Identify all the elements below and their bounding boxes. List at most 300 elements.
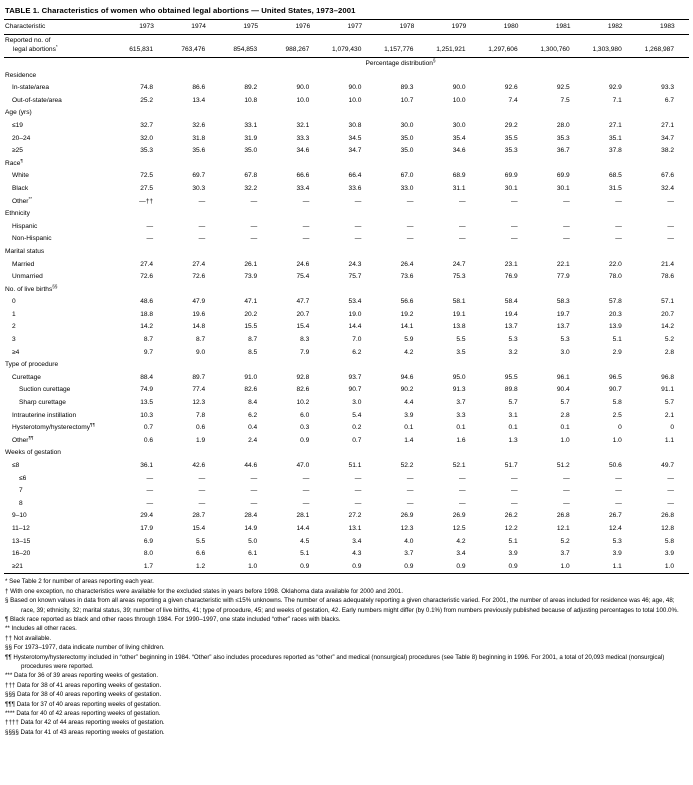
- table-row: [4, 133, 689, 146]
- value-cell: 28.1: [296, 512, 310, 520]
- value-cell: 19.7: [556, 310, 570, 318]
- value-cell: 15.5: [244, 323, 258, 331]
- value-cell: 0.7: [352, 436, 362, 444]
- value-cell: —: [354, 487, 362, 495]
- table-row: [4, 296, 689, 309]
- value-cell: 5.3: [508, 336, 518, 344]
- value-cell: 13.8: [452, 323, 466, 331]
- table-row: [4, 435, 689, 448]
- value-cell: 8.5: [248, 348, 258, 356]
- value-cell: 57.1: [661, 298, 674, 306]
- value-cell: 5.0: [248, 537, 258, 545]
- value-cell: —: [302, 222, 310, 230]
- value-cell: 5.1: [508, 537, 518, 545]
- row-label: Hispanic: [12, 222, 38, 230]
- row-label: White: [12, 172, 29, 180]
- percentage-distribution-row: [4, 57, 689, 70]
- value-cell: 76.9: [504, 273, 518, 281]
- footnote-marker: ††: [5, 634, 12, 642]
- value-cell: 66.6: [296, 172, 310, 180]
- value-cell: 1.0: [560, 436, 570, 444]
- value-cell: 8.7: [195, 336, 206, 344]
- footnote: * See Table 2 for number of areas reporting each year.: [5, 578, 154, 586]
- value-cell: 12.3: [192, 399, 206, 407]
- value-cell: 35.5: [504, 134, 518, 142]
- value-cell: 90.4: [556, 386, 570, 394]
- value-cell: 0.1: [404, 424, 414, 432]
- value-cell: 2.8: [560, 411, 570, 419]
- value-cell: 67.8: [244, 172, 258, 180]
- value-cell: 95.0: [452, 373, 466, 381]
- value-cell: 75.4: [296, 273, 310, 281]
- year-column-header: 1980: [481, 20, 533, 35]
- section-header-row: [4, 246, 689, 259]
- table-title: TABLE 1. Characteristics of women who obtained legal abortions — United States, 1973–2001: [5, 6, 356, 15]
- section-header-row: [4, 70, 689, 83]
- row-label: 16–20: [12, 550, 31, 558]
- value-cell: 35.3: [556, 134, 570, 142]
- value-cell: 2.5: [612, 411, 622, 419]
- value-cell: 15.4: [296, 323, 310, 331]
- row-label: Sharp curettage: [19, 399, 66, 407]
- value-cell: 27.1: [661, 121, 674, 129]
- value-cell: 30.1: [504, 184, 518, 192]
- value-cell: 28.0: [556, 121, 570, 129]
- value-cell: 73.9: [244, 273, 258, 281]
- value-cell: 3.9: [508, 550, 518, 558]
- value-cell: 6.2: [248, 411, 258, 419]
- value-cell: 10.3: [140, 411, 154, 419]
- row-label: Hysterotomy/hysterectomy¶¶: [12, 422, 95, 432]
- value-cell: 4.3: [352, 550, 362, 558]
- row-label: Intrauterine instillation: [12, 411, 77, 419]
- value-cell: 3.1: [508, 411, 518, 419]
- value-cell: 19.2: [400, 310, 414, 318]
- value-cell: 5.4: [352, 411, 362, 419]
- value-cell: 33.1: [244, 121, 258, 129]
- value-cell: 20.3: [608, 310, 622, 318]
- value-cell: 2.1: [664, 411, 674, 419]
- value-cell: 0.1: [456, 424, 466, 432]
- value-cell: 51.2: [556, 462, 570, 469]
- value-cell: —: [302, 499, 310, 507]
- value-cell: 26.7: [608, 512, 622, 520]
- value-cell: —: [250, 197, 258, 205]
- value-cell: —: [302, 197, 310, 205]
- value-cell: 68.9: [452, 172, 466, 180]
- value-cell: 15.4: [192, 524, 206, 532]
- table-row: [4, 410, 689, 423]
- value-cell: 1.9: [195, 436, 206, 444]
- value-cell: —: [615, 197, 622, 205]
- footnote-marker: †: [5, 587, 9, 595]
- value-cell: 92.9: [608, 84, 622, 92]
- table-row: [4, 145, 689, 158]
- value-cell: 32.0: [140, 134, 154, 142]
- footnote-marker: ****: [5, 710, 15, 718]
- footnote: ¶ Black race reported as black and other races through 1984. For 1990–1997, one state included “other” races with blacks.: [5, 615, 341, 623]
- table-row: [4, 170, 689, 183]
- value-cell: 10.7: [400, 96, 414, 104]
- row-label: Curettage: [12, 373, 41, 381]
- table-row: [4, 510, 689, 523]
- row-label: ≤6: [19, 474, 27, 482]
- value-cell: 36.1: [140, 462, 154, 469]
- value-cell: 3.7: [560, 550, 570, 558]
- footnote: §§ For 1973–1977, data indicate number of living children.: [5, 644, 165, 652]
- value-cell: 5.1: [300, 550, 310, 558]
- footnote-marker: §§§§: [5, 728, 19, 736]
- row-label: 1: [12, 310, 16, 318]
- value-cell: 24.7: [452, 260, 466, 268]
- footnote: §§§ Data for 38 of 40 areas reporting weeks of gestation.: [5, 691, 162, 699]
- value-cell: 9.7: [143, 348, 154, 356]
- value-cell: 5.8: [664, 537, 674, 545]
- value-cell: 2.4: [248, 436, 258, 444]
- value-cell: 47.9: [192, 298, 206, 306]
- value-cell: 92.8: [296, 373, 310, 381]
- value-cell: 0.9: [300, 436, 310, 444]
- value-cell: —: [615, 235, 622, 243]
- value-cell: 67.6: [661, 172, 674, 180]
- value-cell: 51.7: [504, 462, 518, 469]
- value-cell: 5.3: [560, 336, 570, 344]
- footnote: ¶¶ Hysterotomy/hysterectomy included in “other” beginning in 1984. “Other” also includes procedures reported as “other” and medical (nonsurgical) procedures (see Table 8) beginning in 1996. For 2001, a total of 20,093 medical (nonsurgical) procedures were reported.: [5, 653, 665, 670]
- value-cell: 12.8: [661, 524, 674, 532]
- value-cell: 24.3: [348, 260, 362, 268]
- value-cell: 91.0: [244, 373, 258, 381]
- value-cell: 22.0: [608, 260, 622, 268]
- table-row: [4, 233, 689, 246]
- value-cell: 58.1: [452, 298, 466, 306]
- reported-abortions-row: [4, 35, 689, 58]
- value-cell: —: [458, 499, 466, 507]
- value-cell: 14.4: [296, 524, 310, 532]
- value-cell: 90.0: [296, 84, 310, 92]
- table-row: [4, 82, 689, 95]
- value-cell: 82.6: [244, 386, 258, 394]
- value-cell: —: [146, 222, 154, 230]
- value-cell: 3.9: [404, 411, 414, 419]
- value-cell: 6.1: [248, 550, 258, 558]
- value-cell: 1,300,760: [533, 35, 585, 58]
- section-header-row: [4, 359, 689, 372]
- value-cell: —: [146, 499, 154, 507]
- footnote-marker: *: [5, 578, 8, 586]
- footnote-marker: ¶: [5, 615, 9, 623]
- value-cell: 34.7: [661, 134, 674, 142]
- value-cell: —: [511, 474, 518, 482]
- value-cell: —: [563, 499, 570, 507]
- value-cell: —: [198, 474, 206, 482]
- row-label: 11–12: [12, 524, 30, 532]
- value-cell: 69.9: [556, 172, 570, 180]
- value-cell: 58.3: [556, 298, 570, 306]
- value-cell: 4.2: [456, 537, 466, 545]
- row-label: Out-of-state/area: [12, 96, 62, 104]
- value-cell: 1,079,430: [324, 35, 376, 58]
- value-cell: 12.1: [556, 524, 570, 532]
- value-cell: 0.7: [143, 424, 154, 432]
- value-cell: 32.7: [140, 121, 154, 129]
- value-cell: 66.4: [348, 172, 362, 180]
- row-label: In-state/area: [12, 84, 50, 92]
- footnote: †††† Data for 42 of 44 areas reporting weeks of gestation.: [5, 719, 165, 727]
- year-column-header: 1977: [324, 20, 376, 35]
- value-cell: 69.9: [504, 172, 518, 180]
- section-header-row: [4, 284, 689, 297]
- value-cell: 30.3: [192, 184, 206, 192]
- value-cell: 52.1: [452, 462, 466, 469]
- value-cell: 33.6: [348, 184, 362, 192]
- footnote-marker: **: [5, 625, 10, 633]
- value-cell: —: [354, 499, 362, 507]
- value-cell: 27.5: [140, 184, 154, 192]
- value-cell: 8.3: [300, 336, 310, 344]
- footnote-marker: ¶¶¶: [5, 700, 15, 708]
- value-cell: —: [511, 222, 518, 230]
- value-cell: 0.6: [143, 436, 154, 444]
- value-cell: 1,303,980: [585, 35, 637, 58]
- value-cell: —: [615, 474, 622, 482]
- value-cell: 48.6: [140, 298, 154, 306]
- value-cell: 19.1: [452, 310, 466, 318]
- value-cell: 28.7: [192, 512, 206, 520]
- value-cell: 96.5: [608, 373, 622, 381]
- table-row: [4, 460, 689, 473]
- value-cell: 91.3: [452, 386, 466, 394]
- value-cell: —: [615, 487, 622, 495]
- value-cell: 3.9: [664, 550, 674, 558]
- row-label: ≤8: [12, 462, 20, 469]
- value-cell: 69.7: [192, 172, 206, 180]
- value-cell: 68.5: [608, 172, 622, 180]
- value-cell: 21.4: [661, 260, 674, 268]
- value-cell: 5.5: [456, 336, 466, 344]
- value-cell: —: [250, 487, 258, 495]
- value-cell: 988,267: [272, 35, 324, 58]
- value-cell: 90.7: [608, 386, 622, 394]
- value-cell: 7.0: [352, 336, 362, 344]
- value-cell: 5.5: [195, 537, 206, 545]
- value-cell: 1.0: [612, 436, 622, 444]
- value-cell: 89.7: [192, 373, 206, 381]
- value-cell: 3.3: [456, 411, 466, 419]
- value-cell: —: [406, 235, 414, 243]
- value-cell: 92.5: [556, 84, 570, 92]
- value-cell: —: [302, 487, 310, 495]
- value-cell: 86.6: [192, 84, 206, 92]
- value-cell: 6.9: [143, 537, 154, 545]
- value-cell: 0: [670, 424, 674, 432]
- value-cell: 0.9: [508, 562, 518, 570]
- value-cell: 53.4: [348, 298, 362, 306]
- value-cell: 58.4: [504, 298, 518, 306]
- section-header: Race¶: [5, 157, 23, 167]
- value-cell: 5.8: [612, 399, 622, 407]
- value-cell: 13.1: [348, 524, 362, 532]
- value-cell: 22.1: [556, 260, 570, 268]
- percentage-distribution-label: Percentage distribution§: [365, 57, 436, 67]
- value-cell: 35.4: [452, 134, 466, 142]
- value-cell: 0.4: [248, 424, 258, 432]
- section-header: Age (yrs): [5, 109, 32, 117]
- value-cell: —: [354, 197, 362, 205]
- section-header: No. of live births§§: [5, 283, 58, 293]
- value-cell: 3.4: [456, 550, 466, 558]
- row-label: Other**: [12, 195, 33, 205]
- value-cell: 7.1: [612, 96, 622, 104]
- value-cell: 8.7: [143, 336, 154, 344]
- value-cell: 2.9: [612, 348, 622, 356]
- value-cell: 5.1: [612, 336, 622, 344]
- table-row: [4, 95, 689, 108]
- value-cell: 35.0: [244, 147, 258, 155]
- section-header: Weeks of gestation: [5, 449, 61, 457]
- value-cell: 35.6: [192, 147, 206, 155]
- table-row: [4, 384, 689, 397]
- value-cell: 12.5: [452, 524, 466, 532]
- value-cell: 3.4: [352, 537, 362, 545]
- value-cell: —: [458, 197, 466, 205]
- value-cell: 9.0: [195, 348, 206, 356]
- value-cell: 13.9: [608, 323, 622, 331]
- table-row: [4, 523, 689, 536]
- table-row: [4, 196, 689, 209]
- value-cell: 47.1: [244, 298, 258, 306]
- row-label: Non-Hispanic: [12, 235, 52, 243]
- table-row: [4, 485, 689, 498]
- value-cell: 0: [618, 424, 622, 432]
- value-cell: 57.8: [608, 298, 622, 306]
- footnote: §§§§ Data for 41 of 43 areas reporting weeks of gestation.: [5, 728, 165, 736]
- row-label: ≤19: [12, 121, 23, 129]
- value-cell: —: [406, 222, 414, 230]
- value-cell: 24.6: [296, 260, 310, 268]
- table-row: [4, 422, 689, 435]
- footnote: ** Includes all other races.: [5, 625, 77, 633]
- value-cell: —: [615, 499, 622, 507]
- value-cell: 49.7: [661, 462, 674, 469]
- footnote: † With one exception, no characteristics were available for the excluded states in years before 1998. Oklahoma data available for 2000 and 2001.: [5, 587, 403, 595]
- value-cell: 44.6: [244, 462, 258, 469]
- value-cell: 7.4: [508, 96, 518, 104]
- value-cell: —††: [139, 197, 154, 205]
- table-row: [4, 397, 689, 410]
- value-cell: 12.4: [608, 524, 622, 532]
- section-header: Ethnicity: [5, 210, 30, 218]
- value-cell: 5.9: [404, 336, 414, 344]
- year-column-header: 1982: [585, 20, 637, 35]
- value-cell: 25.2: [140, 96, 154, 104]
- value-cell: 75.7: [348, 273, 362, 281]
- value-cell: 91.1: [661, 386, 674, 394]
- value-cell: 75.3: [452, 273, 466, 281]
- value-cell: 35.0: [400, 147, 414, 155]
- value-cell: —: [146, 487, 154, 495]
- value-cell: 1.7: [143, 562, 154, 570]
- year-column-header: 1975: [220, 20, 272, 35]
- value-cell: 33.4: [296, 184, 310, 192]
- value-cell: 28.4: [244, 512, 258, 520]
- value-cell: 6.7: [664, 96, 674, 104]
- value-cell: 0.9: [456, 562, 466, 570]
- value-cell: —: [667, 235, 674, 243]
- value-cell: 3.0: [352, 399, 362, 407]
- year-column-header: 1978: [376, 20, 428, 35]
- value-cell: 35.3: [140, 147, 154, 155]
- value-cell: 1.2: [195, 562, 206, 570]
- characteristics-table: [4, 19, 689, 574]
- value-cell: —: [667, 222, 674, 230]
- value-cell: 1,268,987: [637, 35, 689, 58]
- value-cell: 3.7: [456, 399, 466, 407]
- value-cell: 1,297,606: [481, 35, 533, 58]
- row-label: Other¶¶: [12, 434, 34, 444]
- value-cell: 67.0: [400, 172, 414, 180]
- value-cell: 1.1: [664, 436, 674, 444]
- footnote-marker: §: [5, 597, 9, 605]
- value-cell: —: [406, 499, 414, 507]
- value-cell: 1.0: [664, 562, 674, 570]
- value-cell: 6.0: [300, 411, 310, 419]
- value-cell: 0.6: [195, 424, 206, 432]
- value-cell: 35.0: [400, 134, 414, 142]
- value-cell: 6.6: [195, 550, 206, 558]
- value-cell: 1.1: [612, 562, 622, 570]
- value-cell: 30.0: [400, 121, 414, 129]
- value-cell: —: [354, 222, 362, 230]
- section-header-row: [4, 107, 689, 120]
- value-cell: —: [458, 235, 466, 243]
- table-row: [4, 321, 689, 334]
- value-cell: 47.0: [296, 462, 310, 469]
- table-row: [4, 372, 689, 385]
- row-label: ≥4: [12, 348, 20, 356]
- value-cell: 14.1: [400, 323, 414, 331]
- value-cell: —: [563, 197, 570, 205]
- value-cell: —: [563, 235, 570, 243]
- year-column-header: 1973: [116, 20, 168, 35]
- row-label: Married: [12, 260, 35, 268]
- value-cell: 19.6: [192, 310, 206, 318]
- value-cell: —: [302, 474, 310, 482]
- value-cell: 1.0: [560, 562, 570, 570]
- table-row: [4, 271, 689, 284]
- row-label: 7: [19, 487, 23, 495]
- value-cell: 74.9: [140, 386, 154, 394]
- value-cell: 19.4: [504, 310, 518, 318]
- row-label: 8: [19, 499, 23, 507]
- value-cell: 90.7: [348, 386, 362, 394]
- value-cell: —: [250, 235, 258, 243]
- value-cell: 8.0: [143, 550, 154, 558]
- value-cell: —: [511, 499, 518, 507]
- row-label: ≥25: [12, 147, 23, 155]
- value-cell: 30.8: [348, 121, 362, 129]
- value-cell: 89.8: [504, 386, 518, 394]
- table-row: [4, 561, 689, 574]
- value-cell: 4.5: [300, 537, 310, 545]
- value-cell: —: [667, 474, 674, 482]
- value-cell: 37.8: [608, 147, 622, 155]
- value-cell: —: [563, 474, 570, 482]
- footnote-marker: ††††: [5, 719, 19, 727]
- value-cell: 18.8: [140, 310, 154, 318]
- characteristic-column-header: Characteristic: [4, 20, 116, 35]
- value-cell: 6.2: [352, 348, 362, 356]
- value-cell: —: [511, 197, 518, 205]
